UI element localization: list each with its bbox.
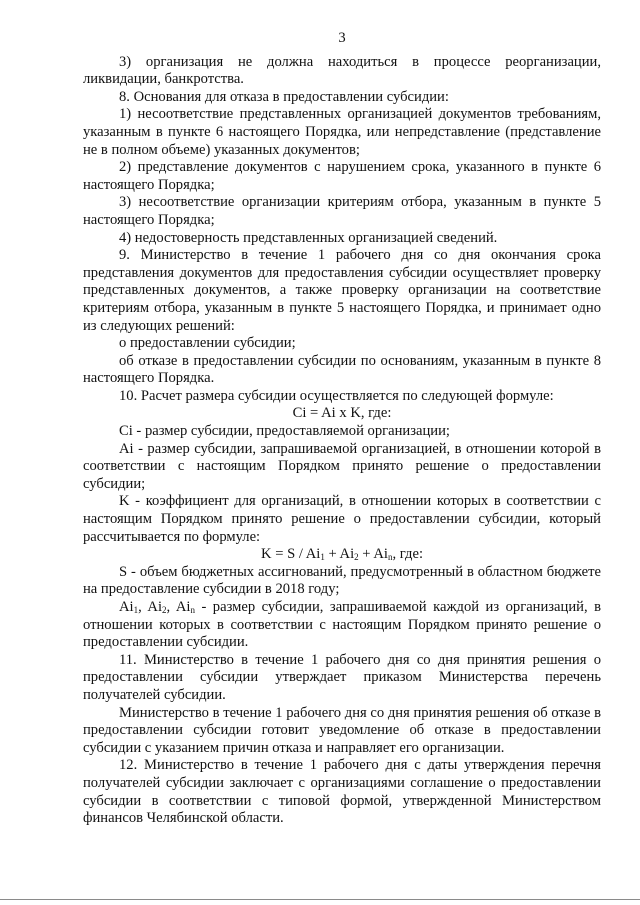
paragraph-section-8-heading: 8. Основания для отказа в предоставлении субсидии: [119, 88, 449, 105]
ai-list-term-3: , Ai [166, 599, 191, 615]
page-bottom-line [0, 899, 640, 900]
paragraph-refusal-reason-2: 2) представление документов с нарушением срока, указанного в пункте 6 настоящего Порядка; [83, 159, 601, 193]
paragraph-section-11: 11. Министерство в течение 1 рабочего дня со дня принятия решения о предоставлении субсидии утверждает приказом Министерства перечень получателей субсидии. [83, 651, 601, 703]
formula-k-sub-1: 1 [320, 552, 325, 563]
paragraph-refusal-notice: Министерство в течение 1 рабочего дня со дня принятия решения об отказе в предоставлении субсидии готовит уведомление об отказе в предоставлении субсидии с указанием причин отказа и направляет его организации. [83, 704, 601, 756]
ai-list-sub-2: 2 [162, 605, 167, 615]
paragraph-k-definition: K - коэффициент для организаций, в отношении которых в соответствии с настоящим Порядком принято решение о предоставлении субсидии, который рассчитывается по формуле: [83, 493, 601, 545]
paragraph-decision-refuse: об отказе в предоставлении субсидии по основаниям, указанным в пункте 8 настоящего Порядка. [83, 352, 601, 387]
formula-k-sub-n: n [387, 552, 393, 563]
ai-list-term-1: Ai [119, 599, 134, 615]
ai-list-sub-1: 1 [133, 605, 139, 615]
formula-k-end: , где: [392, 546, 423, 563]
paragraph-section-9: 9. Министерство в течение 1 рабочего дня со дня окончания срока представления документов для предоставления субсидии осуществляет проверку представленных документов, а также проверку организации на соответствие критериям отбора, указанным в пункте 5 настоящего Порядка, и принимает одно из следующих решений: [83, 247, 601, 334]
paragraph-section-12: 12. Министерство в течение 1 рабочего дня с даты утверждения перечня получателей субсидии заключает с организациями соглашение о предоставлении субсидии в соответствии с типовой формой, утвержденной Министерством финансов Челябинской области. [83, 757, 601, 827]
ai-list-description: - размер субсидии, запрашиваемой каждой из организаций, в отношении которых в соответствии с настоящим Порядком принято решение о предоставлении субсидии. [83, 599, 601, 651]
formula-k-start: K = S / Ai [261, 546, 321, 563]
paragraph-section-10: 10. Расчет размера субсидии осуществляется по следующей формуле: [119, 387, 554, 404]
formula-k [83, 546, 601, 564]
page-number: 3 [338, 30, 346, 46]
paragraph-refusal-reason-3: 3) несоответствие организации критериям отбора, указанным в пункте 5 настоящего Порядка; [83, 194, 601, 228]
formula-k-sub-2: 2 [354, 552, 359, 563]
paragraph-ai-list-definition [83, 599, 601, 652]
formula-ci: Ci = Ai x K, где: [292, 405, 392, 422]
paragraph-decision-grant: о предоставлении субсидии; [119, 335, 296, 352]
ai-list-term-2: , Ai [138, 599, 163, 615]
ai-list-sub-n: n [190, 605, 195, 615]
formula-k-mid-1: + Ai [324, 546, 355, 563]
paragraph-ci-definition: Ci - размер субсидии, предоставляемой организации; [119, 423, 450, 440]
paragraph-clause-3: 3) организация не должна находиться в процессе реорганизации, ликвидации, банкротства. [83, 53, 601, 88]
paragraph-s-definition: S - объем бюджетных ассигнований, предусмотренный в областном бюджете на предоставление субсидии в 2018 году; [83, 563, 601, 598]
formula-k-mid-2: + Ai [358, 546, 388, 563]
paragraph-refusal-reason-4: 4) недостоверность представленных организацией сведений. [119, 229, 498, 246]
document-page [83, 30, 601, 828]
paragraph-ai-definition: Ai - размер субсидии, запрашиваемой организацией, в отношении которой в соответствии с настоящим Порядком принято решение о предоставлении субсидии; [83, 440, 601, 492]
paragraph-refusal-reason-1: 1) несоответствие представленных организацией документов требованиям, указанным в пункте 6 настоящего Порядка, или непредставление (представление не в полном объеме) указанных документов; [83, 106, 601, 158]
